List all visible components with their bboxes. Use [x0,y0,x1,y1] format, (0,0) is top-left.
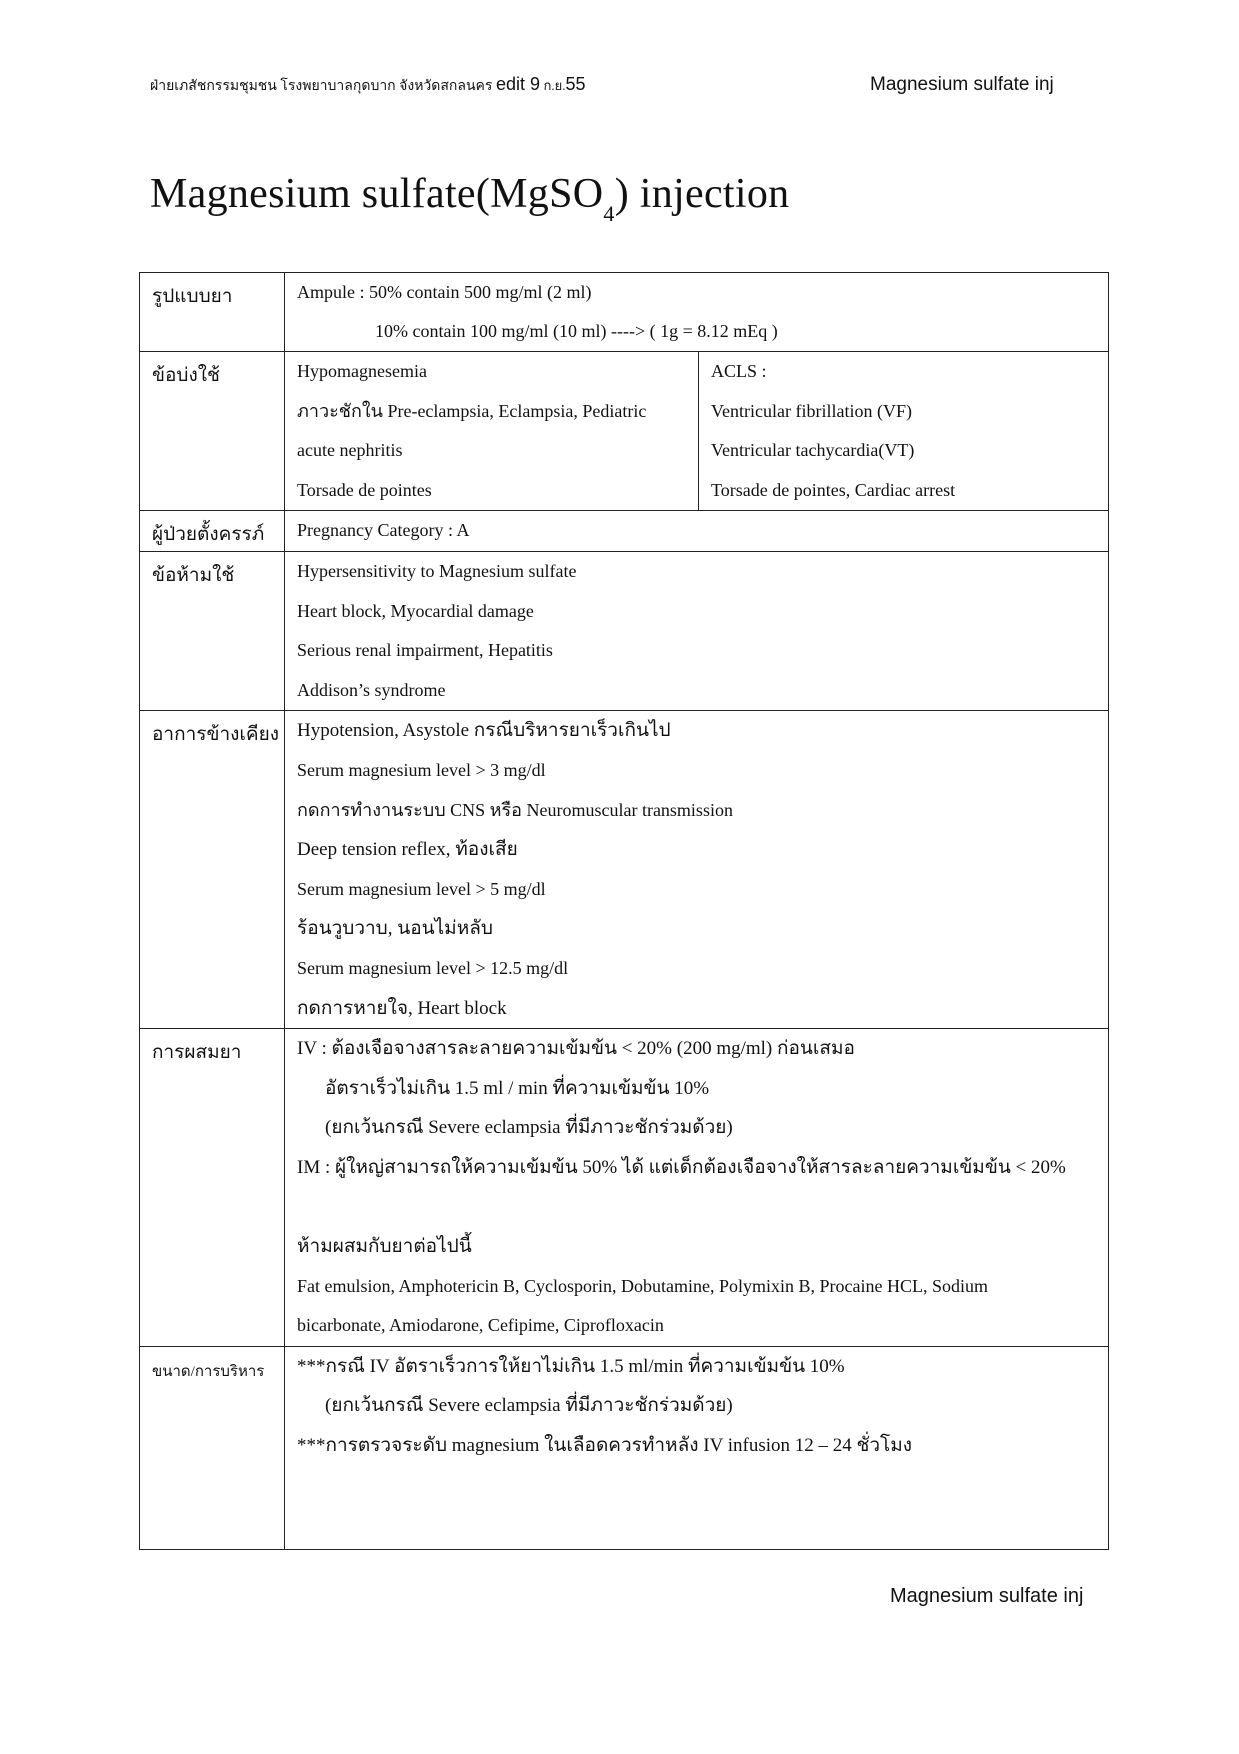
org-name: ฝ่ายเภสัชกรรมชุมชน โรงพยาบาลกุดบาก จังหวัดสกลนคร [150,79,493,94]
value-contraindication [285,551,1109,710]
value-mixing [285,1029,1109,1347]
row-contraindication [140,551,1109,710]
label-side-effects: อาการข้างเคียง [140,711,285,1029]
contraindication-line: Heart block, Myocardial damage [297,600,534,621]
value-dosage [285,1346,1109,1549]
contraindication-line: Hypersensitivity to Magnesium sulfate [297,560,577,581]
value-indication-left [285,352,699,511]
row-dosage [140,1346,1109,1549]
label-dosage: ขนาด/การบริหาร [140,1346,285,1549]
label-mixing: การผสมยา [140,1029,285,1347]
title-subscript: 4 [603,201,615,226]
acls-line: ACLS : [711,361,767,381]
row-mixing [140,1029,1109,1347]
value-side-effects [285,711,1109,1029]
value-form [285,273,1109,352]
indication-line: ภาวะชักใน Pre-eclampsia, Eclampsia, Pediatric [297,400,647,421]
label-form: รูปแบบยา [140,273,285,352]
label-contraindication: ข้อห้ามใช้ [140,551,285,710]
form-line: Ampule : 50% contain 500 mg/ml (2 ml) [297,282,592,302]
label-pregnancy: ผู้ป่วยตั้งครรภ์ [140,511,285,552]
mixing-incompatible-heading: ห้ามผสมกับยาต่อไปนี้ [297,1236,472,1258]
side-effect-line: กดการหายใจ, Heart block [297,997,507,1019]
indication-line: Hypomagnesemia [297,361,427,381]
form-line: 10% contain 100 mg/ml (10 ml) ----> ( 1g = 8.12 mEq ) [375,321,778,341]
mixing-line: (ยกเว้นกรณี Severe eclampsia ที่มีภาวะชักร่วมด้วย) [325,1117,733,1139]
side-effect-line: Hypotension, Asystole กรณีบริหารยาเร็วเกินไป [297,720,671,742]
acls-line: Ventricular fibrillation (VF) [711,400,912,421]
side-effect-line: ร้อนวูบวาบ, นอนไม่หลับ [297,918,493,940]
row-pregnancy [140,511,1109,552]
side-effect-line: Serum magnesium level > 3 mg/dl [297,759,546,780]
acls-line: Torsade de pointes, Cardiac arrest [711,479,956,500]
row-form [140,273,1109,352]
row-side-effects [140,711,1109,1029]
side-effect-line: กดการทำงานระบบ CNS หรือ Neuromuscular transmission [297,799,733,820]
mixing-line: อัตราเร็วไม่เกิน 1.5 ml / min ที่ความเข้มข้น 10% [325,1077,710,1099]
title-main: Magnesium sulfate(MgSO [150,171,604,217]
indication-line: Torsade de pointes [297,479,432,500]
drug-info-table [139,272,1109,1550]
mixing-line: bicarbonate, Amiodarone, Cefipime, Ciprofloxacin [297,1315,664,1336]
dosage-line: ***การตรวจระดับ magnesium ในเลือดควรทำหลัง IV infusion 12 – 24 ชั่วโมง [297,1435,913,1457]
acls-line: Ventricular tachycardia(VT) [711,440,915,461]
page-header-title: Magnesium sulfate inj [870,74,1054,95]
mixing-spacer [285,1187,1108,1227]
mixing-line: IV : ต้องเจือจางสารละลายความเข้มข้น < 20% (200 mg/ml) ก่อนเสมอ [297,1038,855,1060]
edit-month: ก.ย. [543,78,566,93]
dosage-line: ***กรณี IV อัตราเร็วการให้ยาไม่เกิน 1.5 ml/min ที่ความเข้มข้น 10% [297,1355,845,1377]
title-rest: ) injection [614,171,790,217]
dosage-line: (ยกเว้นกรณี Severe eclampsia ที่มีภาวะชักร่วมด้วย) [325,1395,733,1417]
side-effect-line: Deep tension reflex, ท้องเสีย [297,839,518,861]
contraindication-line: Addison’s syndrome [297,679,446,700]
value-indication-right [699,352,1109,511]
side-effect-line: Serum magnesium level > 12.5 mg/dl [297,957,569,978]
value-pregnancy [285,511,1109,552]
mixing-line: IM : ผู้ใหญ่สามารถให้ความเข้มข้น 50% ได้ แต่เด็กต้องเจือจางให้สารละลายความเข้มข้น < 20% [297,1156,1066,1178]
label-indication: ข้อบ่งใช้ [140,352,285,511]
contraindication-line: Serious renal impairment, Hepatitis [297,640,553,661]
pregnancy-line: Pregnancy Category : A [297,520,470,541]
row-indication [140,352,1109,511]
document-title [150,170,790,226]
mixing-line: Fat emulsion, Amphotericin B, Cyclosporin, Dobutamine, Polymixin B, Procaine HCL, Sodium [297,1275,988,1296]
edit-year: 55 [565,74,586,94]
side-effect-line: Serum magnesium level > 5 mg/dl [297,878,546,899]
edit-number: edit 9 [495,74,540,94]
page-footer: Magnesium sulfate inj [890,1585,1084,1607]
page-header-org [150,74,586,97]
indication-line: acute nephritis [297,440,403,461]
